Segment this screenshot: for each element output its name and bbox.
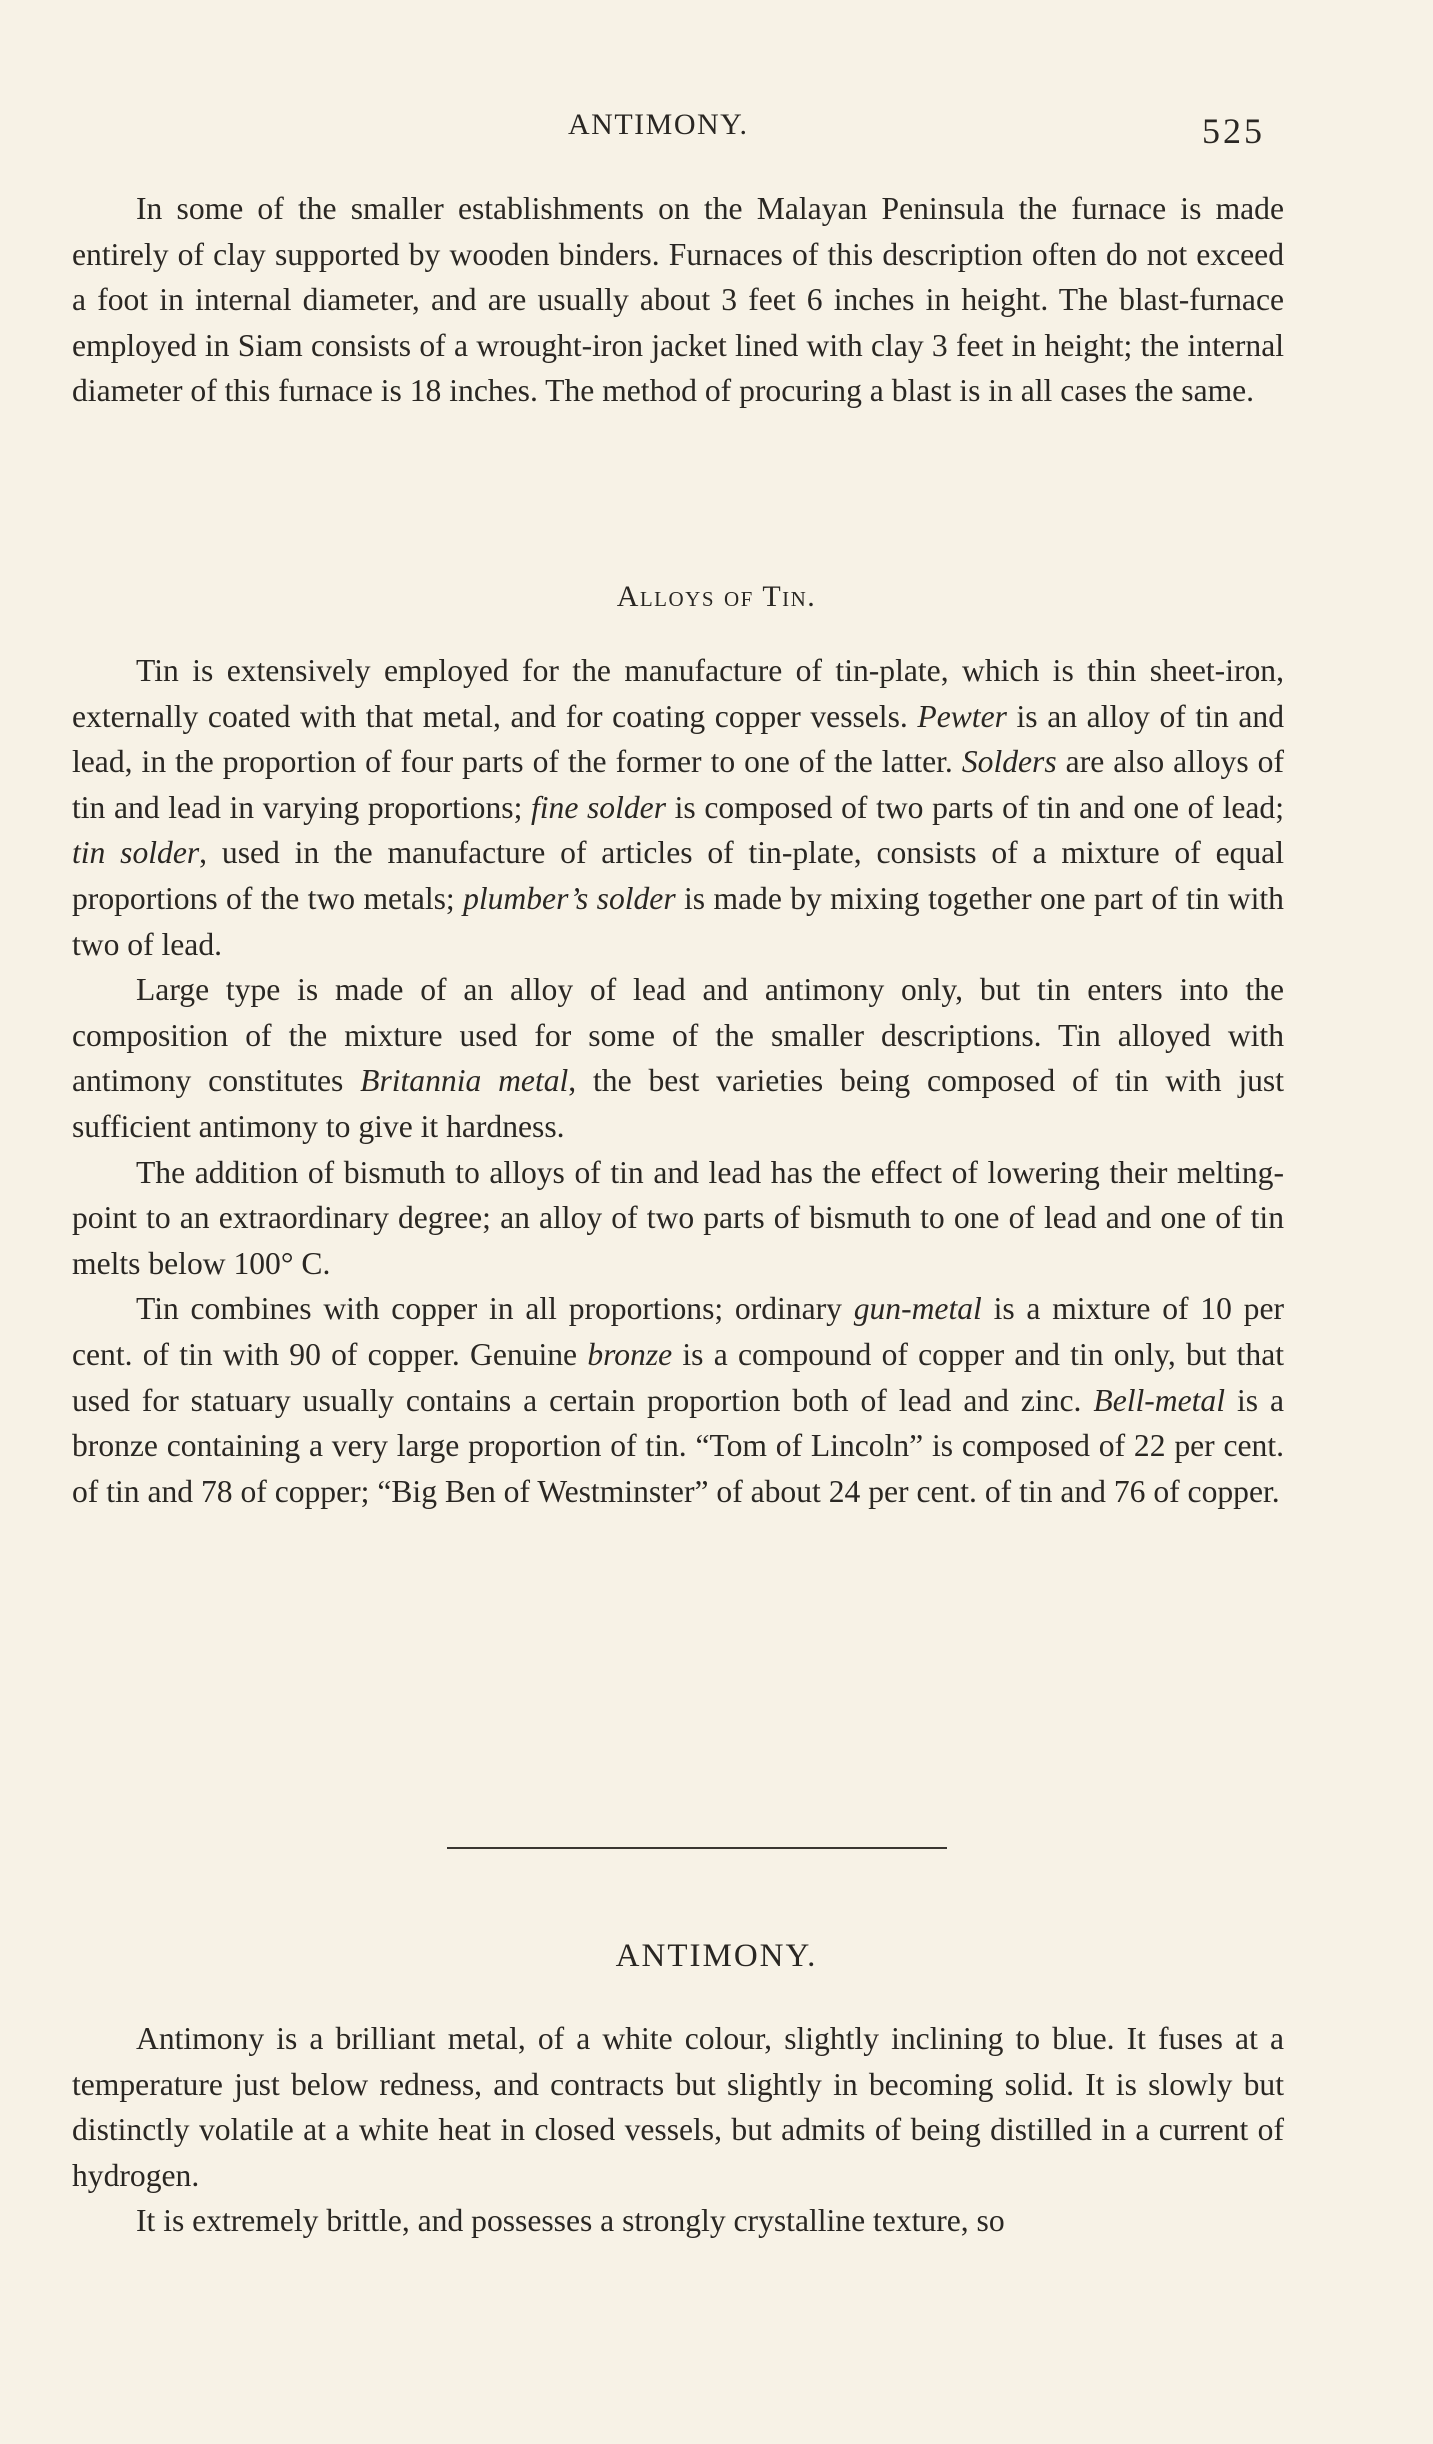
text-run: is made by mixing together one part of tin with two of lead. [72,880,1284,962]
term-fine-solder: fine solder [530,789,666,825]
text-run: is composed of two parts of tin and one of lead; [666,789,1284,825]
section-heading-alloys-of-tin: Alloys of Tin. [616,580,817,613]
antimony-paragraph-1: Antimony is a brilliant metal, of a white colour, slightly inclining to blue. It fuses at a temperature just below redness, and contracts but slightly in becoming solid. It is slowly but distinctly volatile at a white heat in closed vessels, but admits of being distilled in a current of hydrogen. [72,2021,1284,2193]
term-gun-metal: gun-metal [853,1291,982,1327]
term-bronze: bronze [587,1336,673,1372]
term-pewter: Pewter [917,698,1007,734]
antimony-paragraph-2: It is extremely brittle, and possesses a strongly crystalline texture, so [136,2203,1005,2239]
term-solders: Solders [961,744,1057,780]
term-britannia-metal: Britannia metal [360,1063,569,1099]
chapter-heading-antimony: ANTIMONY. [615,1938,818,1974]
text-run: is a bronze containing a very large proportion of tin. “Tom of Lincoln” is composed of 22 per cent. of tin and 78 of copper; “Big Ben of Westminster” of about 24 per cent. of tin and 76 of copper. [72,1382,1284,1509]
text-run: is a compound of copper and tin only, but that used for statuary usually contains a certain proportion both of lead and zinc. [72,1336,1284,1418]
text-run: , the best varieties being composed of tin with just sufficient antimony to give it hardness. [72,1063,1284,1144]
intro-paragraph: In some of the smaller establishments on the Malayan Peninsula the furnace is made entirely of clay supported by wooden binders. Furnaces of this description often do not exceed a foot in internal diameter, and are usually about 3 feet 6 inches in height. The blast-furnace employed in Siam consists of a wrought-iron jacket lined with clay 3 feet in height; the internal diameter of this furnace is 18 inches. The method of procuring a blast is in all cases the same. [72,191,1284,409]
alloys-paragraph-4 [72,1286,1284,1514]
antimony-section [72,2016,1284,2244]
term-plumbers-solder: plumber’s solder [463,880,676,916]
alloys-paragraph-3: The addition of bismuth to alloys of tin and lead has the effect of lowering their melting-point to an extraordinary degree; an alloy of two parts of bismuth to one of lead and one of tin melts below 100° C. [72,1154,1284,1281]
running-title: ANTIMONY. [568,108,749,141]
alloys-paragraph-1 [72,648,1284,967]
term-bell-metal: Bell-metal [1093,1382,1225,1418]
text-run: is an alloy of tin and lead, in the proportion of four parts of the former to one of the latter. [72,698,1284,780]
alloys-section [72,648,1284,1514]
running-head [0,108,1433,158]
page-number: 525 [1202,111,1265,151]
term-tin-solder: tin solder [72,835,200,871]
text-run: are also alloys of tin and lead in varying proportions; [72,744,1284,825]
intro-section [72,186,1284,414]
text-run: , used in the manufacture of articles of tin-plate, consists of a mixture of equal proportions of the two metals; [72,835,1284,916]
text-run: Tin is extensively employed for the manufacture of tin-plate, which is thin sheet-iron, externally coated with that metal, and for coating copper vessels. [72,653,1284,734]
alloys-paragraph-2 [72,967,1284,1149]
section-divider-rule [447,1847,947,1849]
text-run: is a mixture of 10 per cent. of tin with 90 of copper. Genuine [72,1291,1284,1372]
text-run: Tin combines with copper in all proportions; ordinary [136,1291,854,1327]
text-run: Large type is made of an alloy of lead and antimony only, but tin enters into the composition of the mixture used for some of the smaller descriptions. Tin alloyed with antimony constitutes [72,972,1284,1099]
